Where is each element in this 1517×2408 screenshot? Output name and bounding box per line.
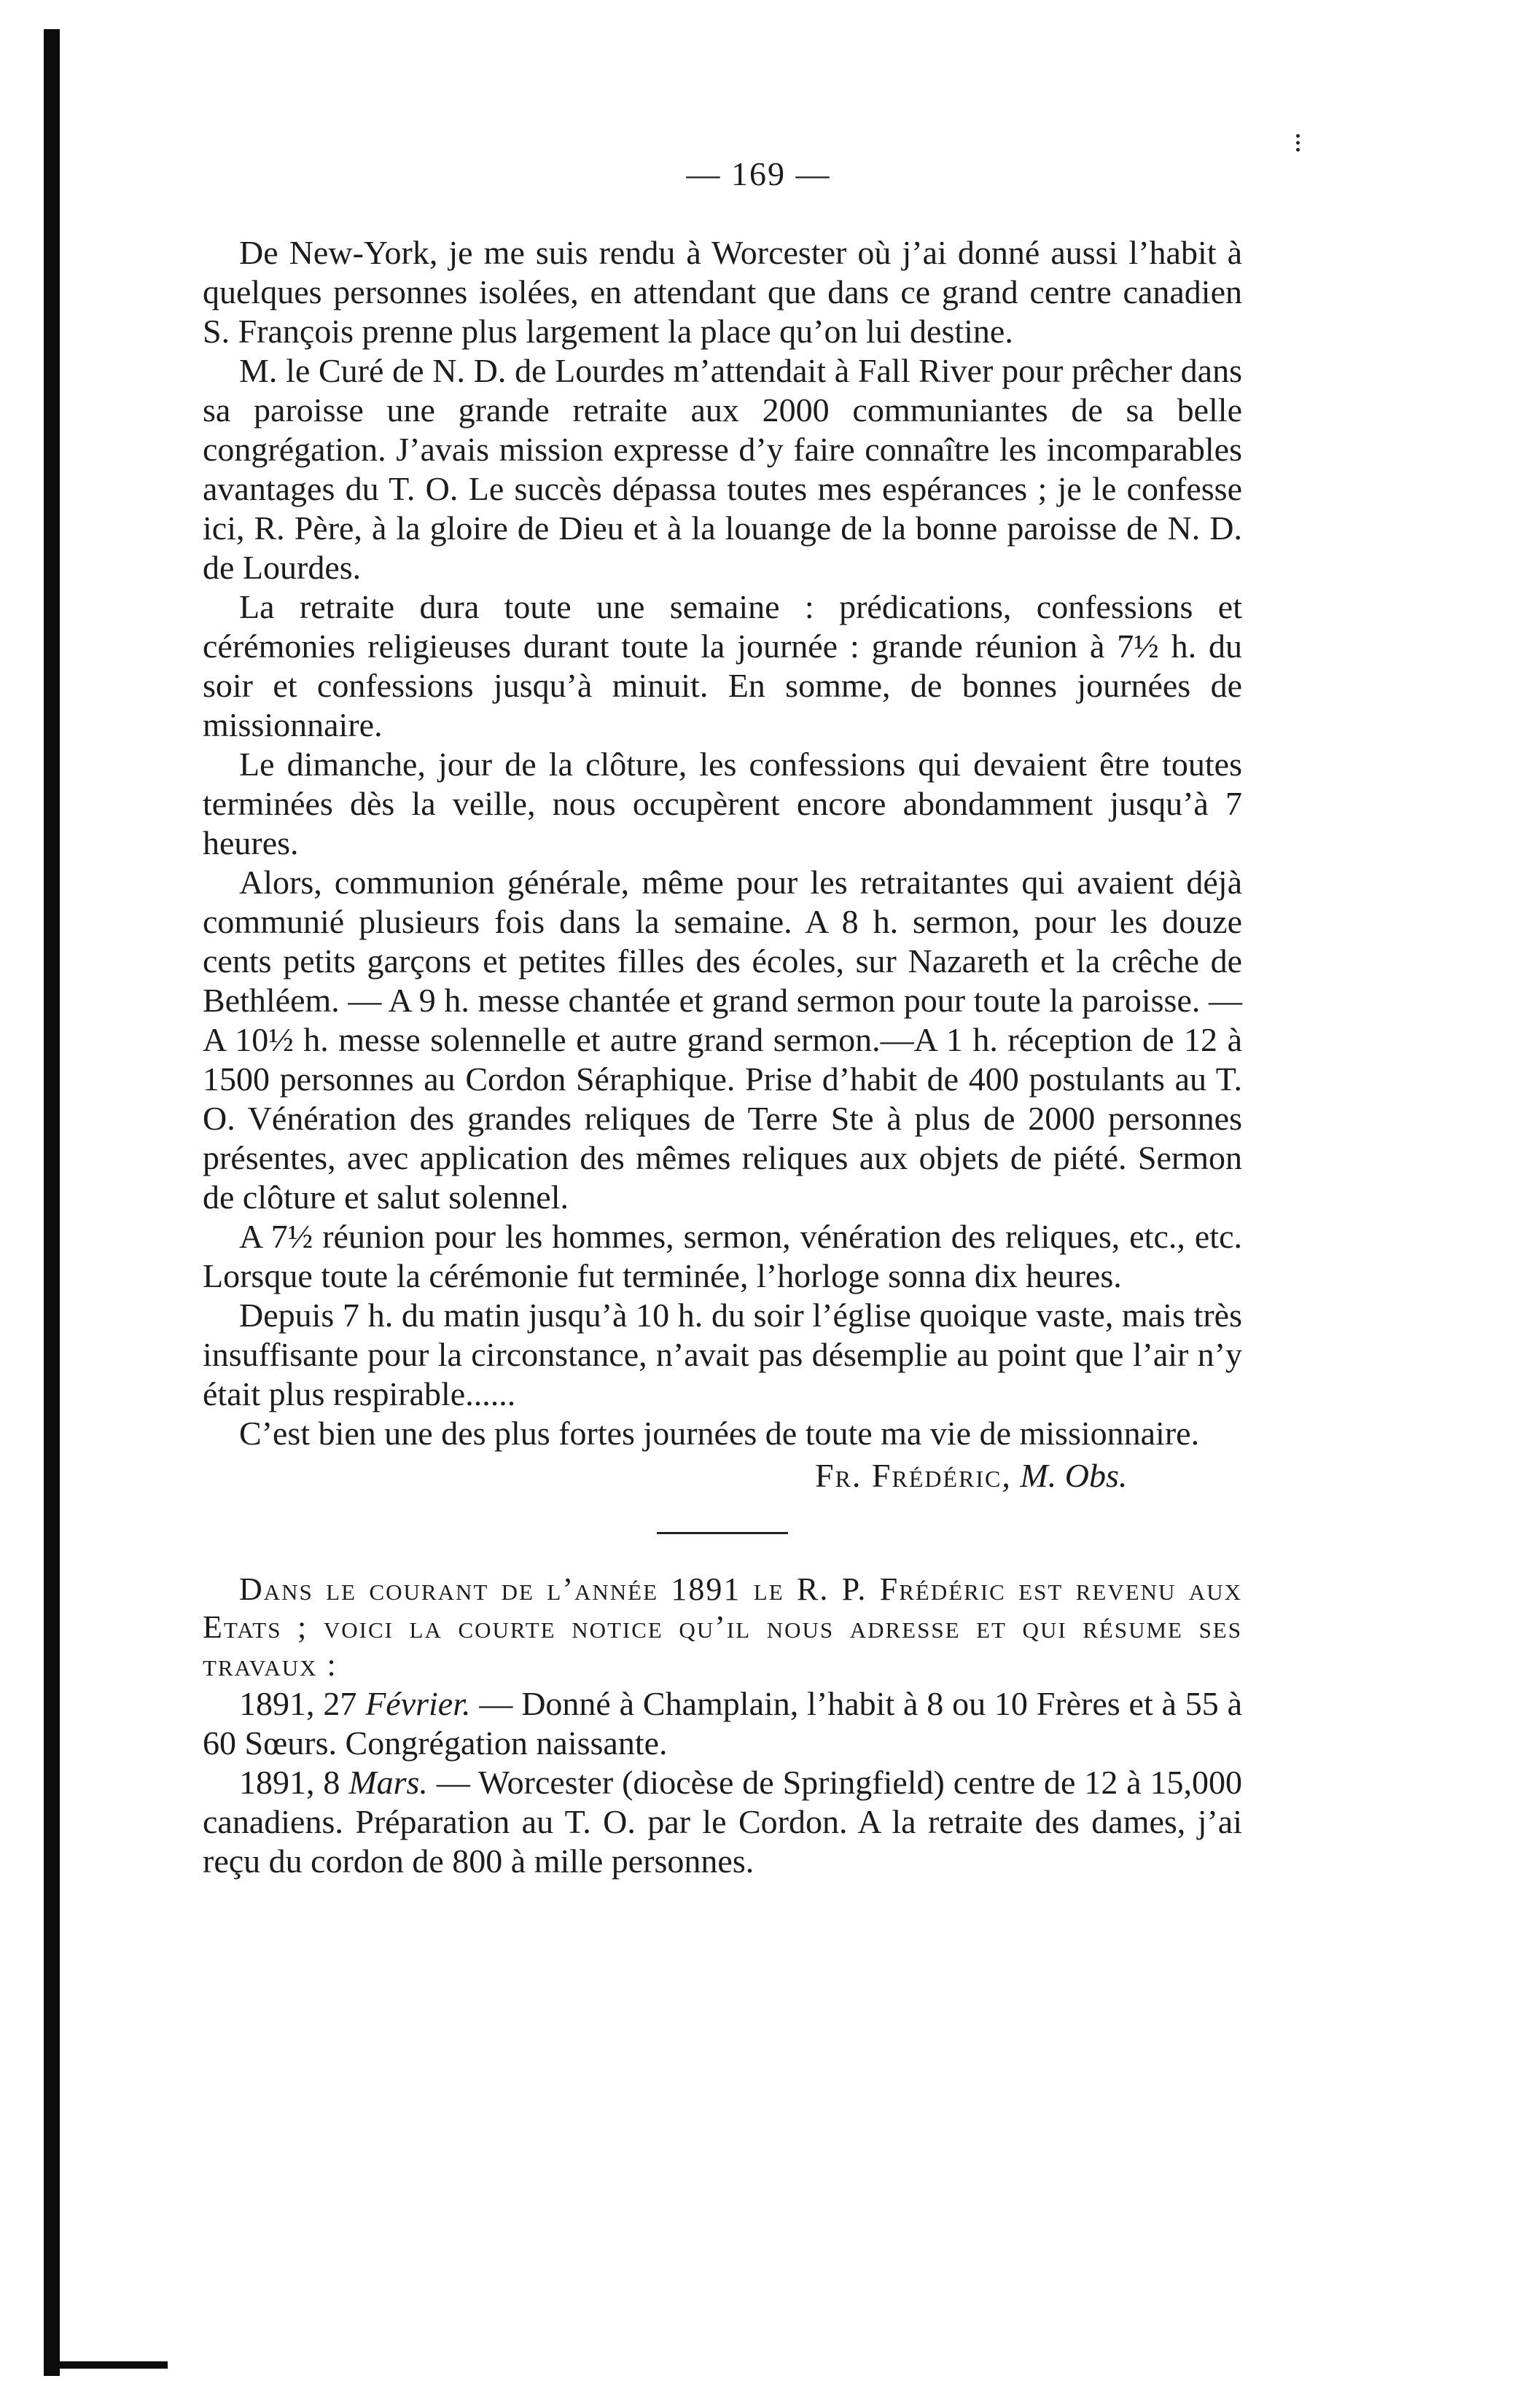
page-body: [203, 233, 1242, 1881]
entry-month: Mars.: [348, 1764, 428, 1801]
paragraph-3: La retraite dura toute une semaine : prédications, confessions et cérémonies religieuses durant toute la journée : grande réunion à 7½ h. du soir et confessions jusqu’à minuit. En somme, de bonnes journées de missionnaire.: [203, 588, 1242, 743]
section-divider: [657, 1532, 788, 1534]
signature-name: Fr. Frédéric,: [815, 1457, 1012, 1494]
page-number: — 169 —: [686, 155, 831, 192]
entry-text: — Donné à Champlain, l’habit à 8 ou 10 Frères et à 55 à 60 Sœurs. Congrégation naissante.: [203, 1685, 1243, 1762]
paragraph-1: De New-York, je me suis rendu à Worcester où j’ai donné aussi l’habit à quelques personnes isolées, en attendant que dans ce grand centre canadien S. François prenne plus largement la place qu’on lui destine.: [203, 234, 1242, 350]
signature-title: M. Obs.: [1020, 1457, 1128, 1494]
entry-month: Février.: [365, 1685, 471, 1722]
entry-date: 1891, 8: [239, 1764, 340, 1801]
paragraph-4: Le dimanche, jour de la clôture, les confessions qui devaient être toutes terminées dès la veille, nous occupèrent encore abondamment jusqu’à 7 heures.: [203, 746, 1242, 861]
entry-date: 1891, 27: [239, 1685, 357, 1722]
signature: [203, 1456, 1242, 1496]
page-edge-shadow-foot: [44, 2361, 168, 2369]
paragraph-2: M. le Curé de N. D. de Lourdes m’attendait à Fall River pour prêcher dans sa paroisse une grande retraite aux 2000 communiantes de sa belle congrégation. J’avais mission expresse d’y faire connaître les incomparables avantages du T. O. Le succès dépassa toutes mes espérances ; je le confesse ici, R. Père, à la gloire de Dieu et à la louange de la bonne paroisse de N. D. de Lourdes.: [203, 352, 1242, 586]
paragraph-7: Depuis 7 h. du matin jusqu’à 10 h. du soir l’église quoique vaste, mais très insuffisante pour la circonstance, n’avait pas désemplie au point que l’air n’y était plus respirable......: [203, 1297, 1242, 1412]
notice-heading: Dans le courant de l’année 1891 le R. P. Frédéric est revenu aux Etats ; voici la courte notice qu’il nous adresse et qui résume ses travaux :: [203, 1571, 1242, 1683]
paragraph-8: C’est bien une des plus fortes journées de toute ma vie de missionnaire.: [239, 1415, 1200, 1452]
entry-1: [203, 1684, 1242, 1763]
entry-2: [203, 1763, 1242, 1881]
paragraph-5: Alors, communion générale, même pour les retraitantes qui avaient déjà communié plusieurs fois dans la semaine. A 8 h. sermon, pour les douze cents petits garçons et petites filles des écoles, sur Nazareth et la crêche de Bethléem. — A 9 h. messe chantée et grand sermon pour toute la paroisse. — A 10½ h. messe solennelle et autre grand sermon.—A 1 h. réception de 12 à 1500 personnes au Cordon Séraphique. Prise d’habit de 400 postulants au T. O. Vénération des grandes reliques de Terre Ste à plus de 2000 personnes présentes, avec application des mêmes reliques aux objets de piété. Sermon de clôture et salut solennel.: [203, 864, 1242, 1216]
paragraph-6: A 7½ réunion pour les hommes, sermon, vénération des reliques, etc., etc. Lorsque toute la cérémonie fut terminée, l’horloge sonna dix heures.: [203, 1218, 1242, 1294]
page-edge-shadow: [44, 29, 60, 2376]
entry-text: — Worcester (diocèse de Springfield) centre de 12 à 15,000 canadiens. Préparation au T. O. par le Cordon. A la retraite des dames, j’ai reçu du cordon de 800 à mille personnes.: [203, 1764, 1243, 1880]
print-speck: [1296, 134, 1304, 152]
